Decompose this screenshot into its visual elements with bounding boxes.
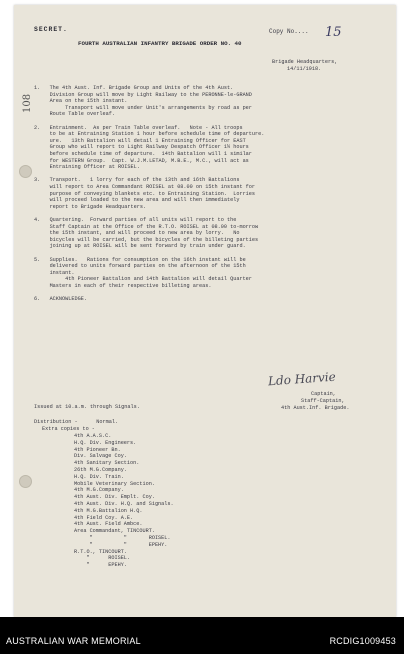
distribution-item: 4th Sanitary Section. — [74, 460, 140, 467]
body-line: 1. The 4th Aust. Inf. Brigade Group and Units of the 4th Aust. — [34, 85, 234, 91]
distribution-item: 4th M.G.Battalion H.Q. — [74, 507, 143, 514]
issued-line: Issued at 10.a.m. through Signals. — [34, 404, 140, 410]
distribution-item: 4th Pioneer Bn. — [74, 446, 121, 453]
body-line: 3. Transport. 1 lorry for each of the 13th and 16th Battalions — [34, 177, 240, 184]
body-line: Division Group will move by Light Railway to the PERONNE-le-GRAND — [34, 91, 252, 98]
distribution-item: Div. Salvage Coy. — [74, 453, 127, 460]
body-line: instant. — [34, 269, 75, 276]
copy-number-label: Copy No.... — [269, 28, 309, 35]
body-line: ure. 13th Battalion will detail 1 Entraining Officer for EAST — [34, 137, 246, 144]
signature-brigade: 4th Aust.Inf. Brigade. — [281, 405, 350, 411]
body-line: before schedule time of departure. 14th Battalion will 1 similar — [34, 151, 252, 157]
distribution-item: " " EPEHY. — [74, 541, 168, 548]
distribution-item: 4th M.G.Company. — [74, 487, 124, 494]
body-line: bicycles will be carried, but the bicycles of the billeting parties — [34, 236, 259, 243]
body-line: will proceed loaded to the new area and will then immediately — [34, 197, 240, 204]
hq-line: Brigade Headquarters, — [272, 59, 338, 65]
body-line: 6. ACKNOWLEDGE. — [34, 296, 87, 303]
distribution-item: 4th Aust. Div. Emplt. Coy. — [74, 494, 155, 501]
body-line: Masters in each of their respective billeting areas. — [34, 283, 212, 289]
distribution-item: 4th Field Coy. A.E. — [74, 514, 134, 521]
distribution-item: 4th A.A.S.C. — [74, 433, 112, 439]
body-line: purpose of conveying blankets etc. to Entraining Station. Lorries — [34, 190, 256, 197]
copy-number: 15 — [325, 25, 342, 40]
document-date: 14/11/1918. — [287, 66, 322, 72]
body-line: joining up at ROISEL will be sent forward by train under guard. — [34, 243, 246, 250]
extra-copies-label: Extra copies to - — [42, 426, 95, 432]
body-line: 4. Quartering. Forward parties of all units will report to the — [34, 217, 237, 223]
page-side-mark: 108 — [22, 93, 33, 113]
signature-staff-captain: Staff-Captain, — [301, 398, 345, 404]
archive-footer — [0, 617, 404, 654]
body-line: Area on the 15th instant. — [34, 98, 128, 105]
body-line: will report to Area Commandant ROISEL at 08.00 on 15th instant for — [34, 184, 256, 190]
punch-hole — [19, 165, 32, 178]
body-line: delivered to units forward parties on the afternoon of the 15th — [34, 263, 246, 270]
body-line: to be at Entraining Station 1 hour before schedule time of departure. — [34, 131, 265, 138]
body-line: the 15th instant, and will proceed to new area by lorry. No — [34, 230, 240, 237]
document-title: FOURTH AUSTRALIAN INFANTRY BRIGADE ORDER NO. 40 — [78, 40, 242, 47]
body-line: Transport will move under Unit's arrangements by road as per — [34, 104, 252, 111]
handwritten-signature: Ldo Harvie — [267, 369, 337, 389]
body-line: 2. Entrainment. As per Train Table overleaf. Note - All troops — [34, 124, 243, 131]
distribution-item: 4th Aust. Field Ambce. — [74, 521, 143, 528]
distribution-item: Mobile Veterinary Section. — [74, 480, 155, 487]
body-line: 5. Supplies. Rations for consumption on the 16th instant will be — [34, 256, 246, 263]
body-line: Entraining Officer at ROISEL. — [34, 164, 140, 171]
distribution-item: " EPEHY. — [74, 562, 127, 569]
body-line: Staff Captain at the Office of the R.T.O. ROISEL at 08.00 to-morrow — [34, 223, 259, 230]
body-line: Route Table overleaf. — [34, 111, 115, 118]
distribution-label: Distribution - Normal. — [34, 419, 119, 425]
distribution-item: " " ROISEL. — [74, 535, 171, 541]
body-line: 4th Pioneer Battalion and 14th Battalion will detail Quarter — [34, 276, 252, 283]
distribution-item: R.T.O., TINCOURT. — [74, 548, 127, 555]
body-line: for WESTERN Group. Capt. W.J.M.LETAD, M.B.E., M.C., will act as — [34, 157, 249, 164]
classification-label: SECRET. — [34, 26, 68, 33]
distribution-item: 26th M.G.Company. — [74, 467, 127, 473]
distribution-item: H.Q. Div. Engineers. — [74, 439, 137, 446]
distribution-item: 4th Aust. Div. H.Q. and Signals. — [74, 501, 174, 507]
document-page — [14, 5, 396, 617]
distribution-item: " ROISEL. — [74, 555, 131, 562]
footer-institution: AUSTRALIAN WAR MEMORIAL — [6, 636, 141, 646]
punch-hole — [19, 475, 32, 488]
distribution-item: Area Commandant, TINCOURT. — [74, 528, 155, 535]
body-line: Group who will report to Light Railway Despatch Officer 1½ hours — [34, 144, 249, 151]
distribution-item: H.Q. Div. Train. — [74, 473, 124, 480]
body-line: report to Brigade Headquarters. — [34, 203, 147, 210]
footer-record-id: RCDIG1009453 — [329, 636, 396, 646]
signature-title: Captain, — [311, 391, 336, 397]
